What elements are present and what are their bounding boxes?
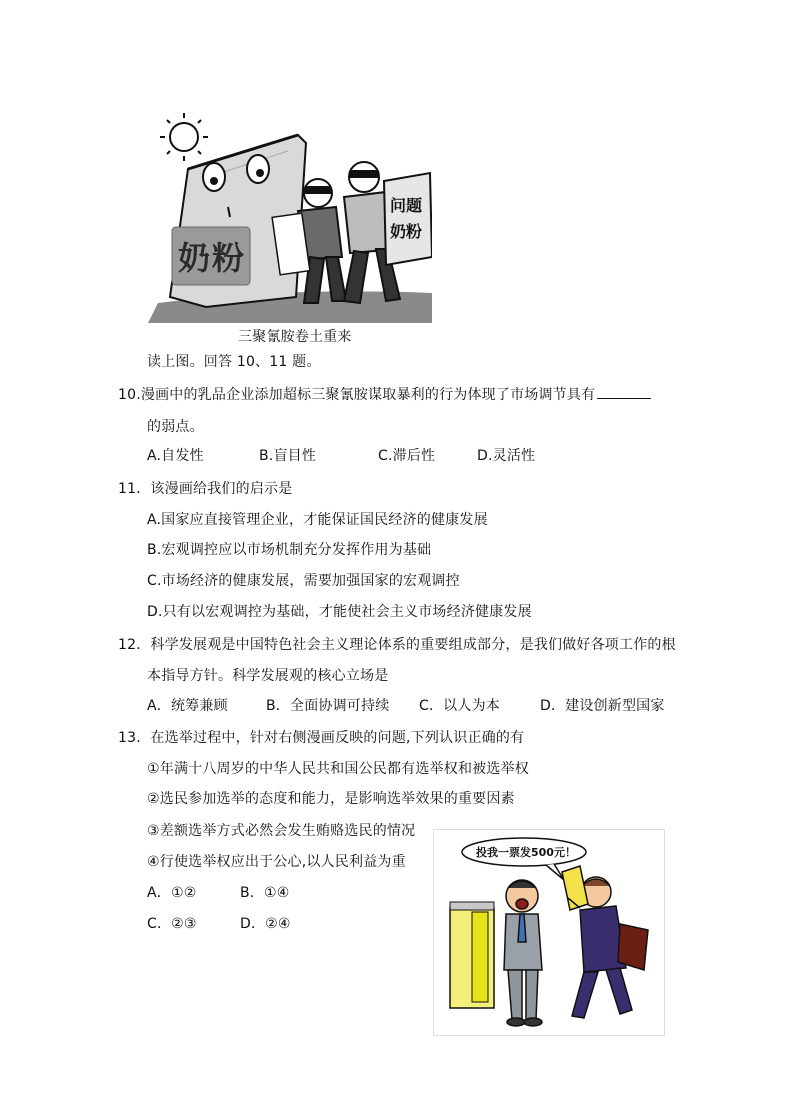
q13-statement-4: ④行使选举权应出于公心,以人民利益为重 [147,854,406,870]
sign-label-line2: 奶粉 [390,222,423,241]
milk-powder-cartoon [148,107,432,323]
q12-option-a: A．统筹兼顾 [147,698,228,714]
q13-statement-2: ②选民参加选举的态度和能力，是影响选举效果的重要因素 [147,791,515,807]
q11-option-d: D.只有以宏观调控为基础，才能使社会主义市场经济健康发展 [147,604,532,620]
q12-option-b: B．全面协调可持续 [266,698,390,714]
q12-stem-line1: 12．科学发展观是中国特色社会主义理论体系的重要组成部分，是我们做好各项工作的根 [118,637,676,653]
q13-option-c: C．②③ [147,916,197,932]
q12-option-d: D．建设创新型国家 [540,698,665,714]
q13-option-b: B．①④ [240,885,290,901]
instruction-text: 读上图。回答 10、11 题。 [147,354,321,370]
sun-icon [160,113,208,161]
q13-option-a: A．①② [147,885,197,901]
speech-bubble-text: 投我一票发500元！ [476,846,576,859]
q13-statement-3: ③差额选举方式必然会发生贿赂选民的情况 [147,823,416,839]
q10-option-d: D.灵活性 [477,448,536,464]
q10-stem-cont: 的弱点。 [147,419,204,435]
q12-stem-line2: 本指导方针。科学发展观的核心立场是 [147,668,389,684]
q12-option-c: C．以人为本 [419,698,500,714]
q10-option-c: C.滞后性 [378,448,436,464]
bag-label: 奶粉 [178,239,247,277]
sign-label-line1: 问题 [390,196,423,215]
q10-stem-text: 10.漫画中的乳品企业添加超标三聚氰胺谋取暴利的行为体现了市场调节具有 [118,387,596,403]
q10-option-a: A.自发性 [147,448,204,464]
vote-buying-cartoon [433,829,665,1036]
q13-statement-1: ①年满十八周岁的中华人民共和国公民都有选举权和被选举权 [147,761,529,777]
answer-blank [597,386,651,399]
q11-option-a: A.国家应直接管理企业，才能保证国民经济的健康发展 [147,512,488,528]
q11-option-c: C.市场经济的健康发展，需要加强国家的宏观调控 [147,573,460,589]
q13-stem: 13．在选举过程中，针对右侧漫画反映的问题,下列认识正确的有 [118,730,525,746]
figure-caption: 三聚氰胺卷土重来 [238,329,352,345]
q11-stem: 11．该漫画给我们的启示是 [118,481,293,497]
q10-option-b: B.盲目性 [259,448,317,464]
q13-option-d: D．②④ [240,916,291,932]
q11-option-b: B.宏观调控应以市场机制充分发挥作用为基础 [147,542,432,558]
q10-stem [118,386,651,404]
